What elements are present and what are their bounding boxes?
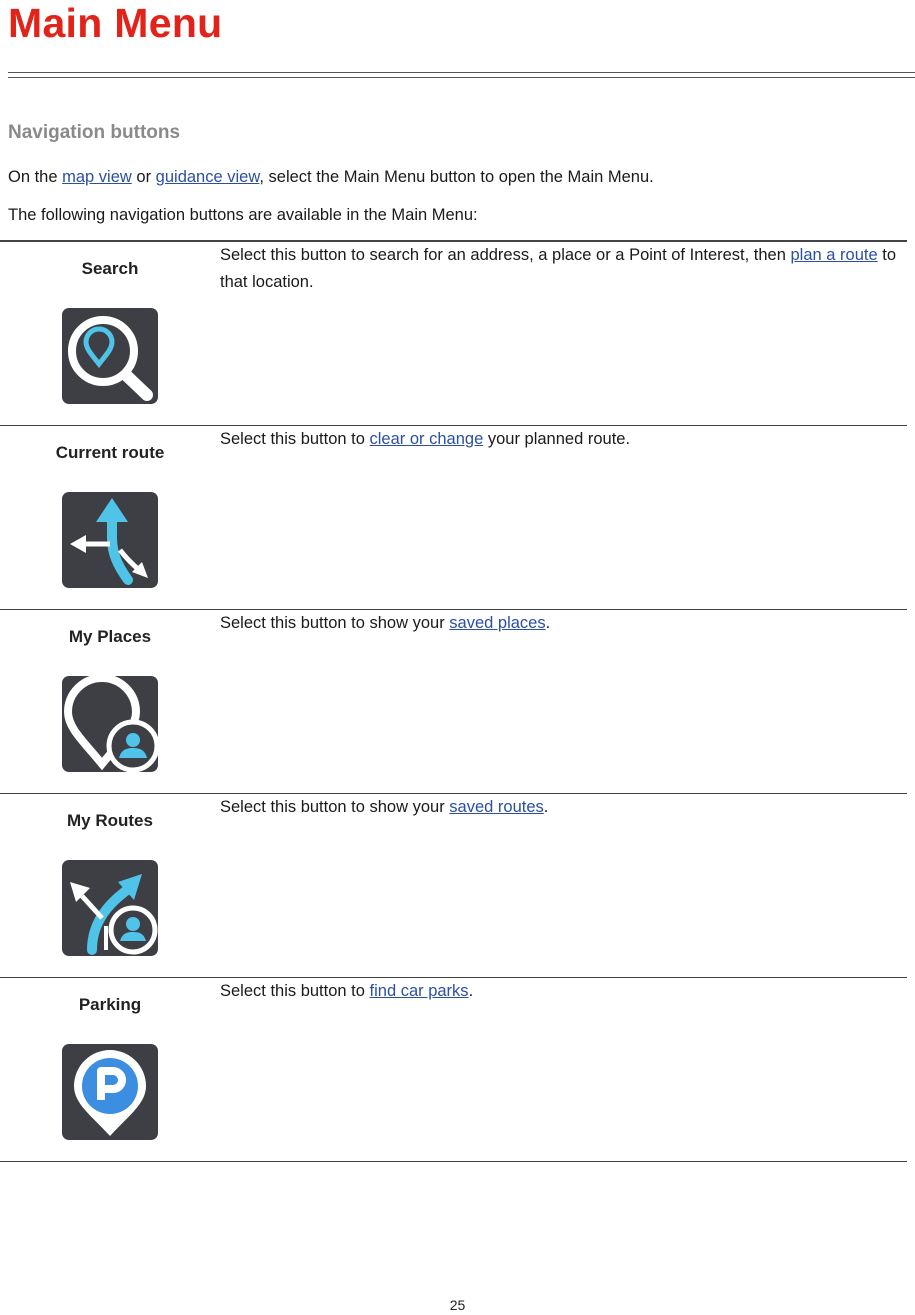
description-cell — [220, 793, 907, 977]
guidance-view-link[interactable]: guidance view — [155, 168, 260, 186]
table-row — [0, 241, 907, 425]
navigation-buttons-table — [0, 240, 907, 1162]
table-row — [0, 793, 907, 977]
my-places-button[interactable] — [62, 676, 158, 772]
saved-routes-link[interactable]: saved routes — [449, 797, 544, 816]
intro-paragraph — [8, 168, 654, 187]
page-title: Main Menu — [8, 0, 223, 46]
my-places-desc-text: Select this button to show your — [220, 613, 450, 632]
search-label: Search — [81, 259, 139, 278]
table-row — [0, 609, 907, 793]
intro-text-3: , select the Main Menu button to open the Main Menu. — [259, 168, 654, 186]
parking-desc-text: Select this button to — [220, 981, 370, 1000]
find-car-parks-link[interactable]: find car parks — [369, 981, 469, 1000]
search-desc-text: Select this button to search for an address, a place or a Point of Interest, then — [220, 246, 791, 264]
intro-paragraph-2: The following navigation buttons are available in the Main Menu: — [8, 206, 478, 224]
parking-icon — [62, 1044, 158, 1140]
my-routes-desc-text: Select this button to show your — [220, 797, 450, 816]
description-cell — [220, 977, 907, 1161]
description-cell — [220, 425, 907, 609]
current-route-label: Current route — [55, 442, 165, 462]
current-route-desc-text: Select this button to — [220, 429, 370, 448]
plan-a-route-link[interactable]: plan a route — [790, 246, 878, 264]
search-desc-text-end: to that location. — [220, 246, 897, 291]
page-number: 25 — [449, 1297, 466, 1313]
button-cell — [0, 977, 220, 1161]
my-places-label: My Places — [68, 626, 152, 646]
button-cell — [0, 241, 220, 425]
intro-text-2: or — [131, 168, 156, 186]
parking-desc-text-end: . — [468, 981, 474, 1000]
description-cell — [220, 241, 907, 425]
my-routes-icon — [62, 860, 158, 956]
my-routes-label: My Routes — [67, 810, 153, 830]
my-routes-button[interactable] — [62, 860, 158, 956]
section-heading: Navigation buttons — [8, 122, 181, 143]
button-cell — [0, 793, 220, 977]
map-view-link[interactable]: map view — [62, 168, 132, 186]
intro-text-1: On the — [8, 168, 63, 186]
current-route-icon — [62, 492, 158, 588]
parking-label: Parking — [78, 994, 142, 1014]
search-icon — [62, 308, 158, 404]
search-button[interactable] — [62, 308, 158, 404]
my-places-desc-text-end: . — [545, 613, 551, 632]
current-route-desc-text-end: your planned route. — [483, 429, 631, 448]
current-route-button[interactable] — [62, 492, 158, 588]
table-row — [0, 977, 907, 1161]
button-cell — [0, 609, 220, 793]
description-cell — [220, 609, 907, 793]
my-routes-desc-text-end: . — [543, 797, 549, 816]
saved-places-link[interactable]: saved places — [449, 613, 546, 632]
parking-button[interactable] — [62, 1044, 158, 1140]
clear-or-change-link[interactable]: clear or change — [369, 429, 484, 448]
title-divider — [8, 72, 915, 78]
table-row — [0, 425, 907, 609]
button-cell — [0, 425, 220, 609]
my-places-icon — [62, 676, 158, 772]
